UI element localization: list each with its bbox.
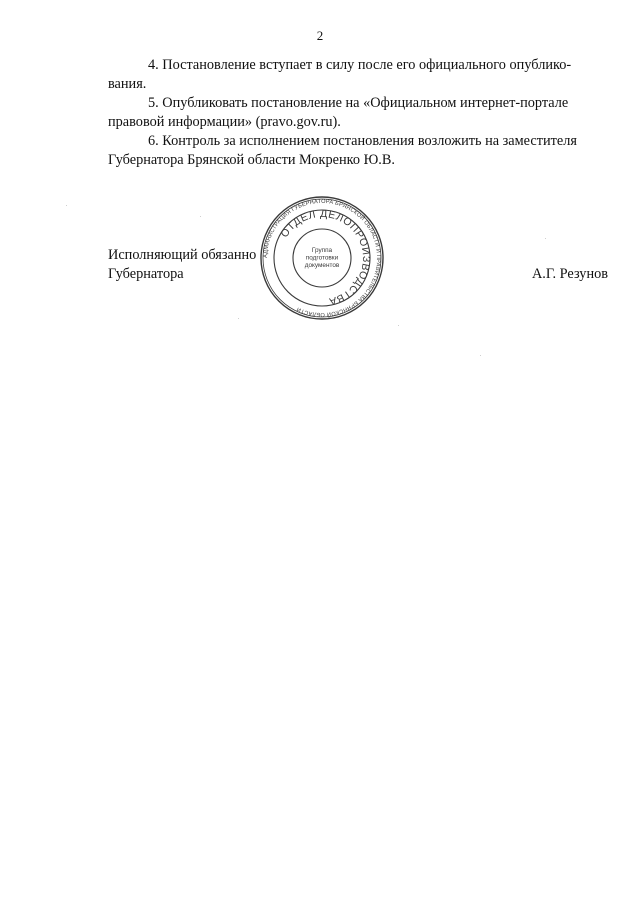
scan-speck bbox=[480, 355, 481, 356]
paragraph-6-line-2: Губернатора Брянской области Мокренко Ю.В. bbox=[108, 152, 395, 168]
seal-center-line-1: Группа bbox=[311, 247, 333, 254]
official-seal bbox=[260, 196, 384, 320]
paragraph-5-line-2: правовой информации» (pravo.gov.ru). bbox=[108, 114, 341, 130]
seal-center-line-3: документов bbox=[304, 262, 340, 269]
paragraph-4-line-1: 4. Постановление вступает в силу после его официального опублико- bbox=[148, 57, 572, 73]
seal-center-line-2: подготовки bbox=[305, 254, 339, 262]
seal-department-text: ОТДЕЛ ДЕЛОПРОИЗВОДСТВА bbox=[278, 207, 373, 308]
signatory-title-line-2: Губернатора bbox=[108, 266, 184, 282]
scan-speck bbox=[200, 216, 201, 217]
paragraph-4-line-2: вания. bbox=[108, 76, 147, 92]
scan-speck bbox=[398, 325, 399, 326]
paragraph-5-line-1: 5. Опубликовать постановление на «Официальном интернет-портале bbox=[148, 95, 569, 111]
signatory-title-line-1: Исполняющий обязанно bbox=[108, 247, 257, 263]
scan-speck bbox=[545, 238, 546, 239]
signatory-title bbox=[108, 246, 256, 284]
signatory-name: А.Г. Резунов bbox=[531, 266, 608, 282]
scan-speck bbox=[238, 318, 239, 319]
scan-speck bbox=[66, 205, 67, 206]
page-number: 2 bbox=[316, 28, 324, 43]
seal-outer-text: АДМИНИСТРАЦИЯ ГУБЕРНАТОРА БРЯНСКОЙ ОБЛАСТИ И ПРАВИТЕЛЬСТВА БРЯНСКОЙ ОБЛАСТИ bbox=[262, 198, 382, 318]
paragraph-6-line-1: 6. Контроль за исполнением постановления возложить на заместителя bbox=[148, 133, 577, 149]
document-body bbox=[108, 56, 610, 170]
